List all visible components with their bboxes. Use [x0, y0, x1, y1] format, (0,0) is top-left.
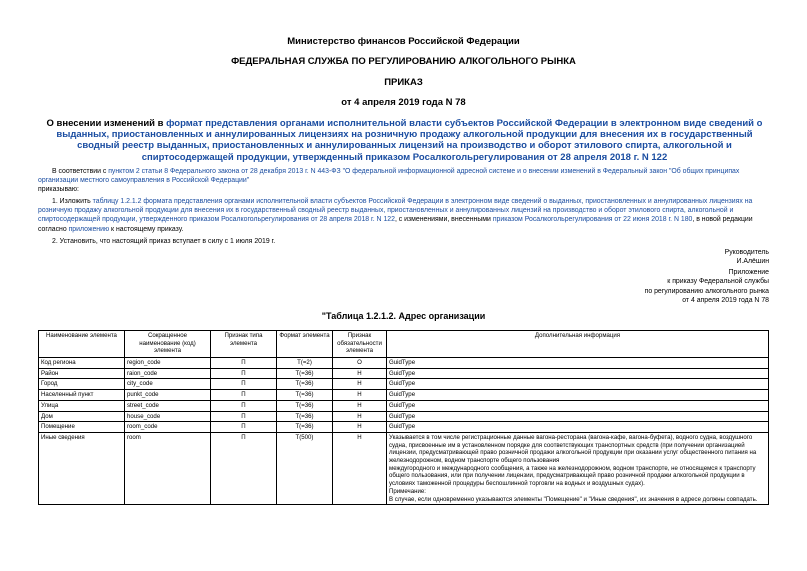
- cell-name: Помещение: [39, 422, 125, 433]
- cell-type: П: [211, 379, 277, 390]
- cell-type: П: [211, 400, 277, 411]
- cell-name: Дом: [39, 411, 125, 422]
- cell-type: П: [211, 432, 277, 504]
- order-180-link[interactable]: приказом Росалкогольрегулирования от 22 июня 2018 г. N 180: [492, 216, 693, 224]
- cell-format: T(=36): [277, 390, 333, 401]
- cell-info: GuidType: [387, 411, 769, 422]
- cell-type: П: [211, 411, 277, 422]
- info-note-text: В случае, если одновременно указываются элементы "Помещение" и "Иные сведения", их значения в адресе должны совпадать.: [389, 495, 758, 503]
- cell-required: H: [333, 432, 387, 504]
- appendix-block: [519, 268, 769, 305]
- cell-code: room: [125, 432, 211, 504]
- cell-format: T(=36): [277, 368, 333, 379]
- preamble-paragraph: [38, 167, 771, 185]
- item-2-paragraph: 2. Установить, что настоящий приказ вступает в силу с 1 июля 2019 г.: [52, 238, 276, 245]
- cell-required: H: [333, 379, 387, 390]
- cell-info: GuidType: [387, 358, 769, 369]
- cell-required: H: [333, 390, 387, 401]
- cell-name: Улица: [39, 400, 125, 411]
- table-title: "Таблица 1.2.1.2. Адрес организации: [321, 311, 486, 321]
- doc-type-heading: ПРИКАЗ: [384, 77, 423, 88]
- cell-info: GuidType: [387, 379, 769, 390]
- cell-format: T(=36): [277, 411, 333, 422]
- table-row: [39, 411, 769, 422]
- cell-name: Район: [39, 368, 125, 379]
- cell-code: street_code: [125, 400, 211, 411]
- cell-name: Код региона: [39, 358, 125, 369]
- cell-type: П: [211, 368, 277, 379]
- cell-type: П: [211, 422, 277, 433]
- table-row: [39, 390, 769, 401]
- item-1-paragraph: [38, 197, 771, 234]
- title-format-link[interactable]: формат представления органами исполнительной власти субъектов Российской Федерации в электронном виде сведений о выданных, приостановленных и аннулированных лицензиях на розничную продажу алкогольной продукции для внесения их в государственный сводный реестр выданных, приостановленных и аннулированных лицензий на производство и оборот этилового спирта, алкогольной и спиртосодержащей продукции, утвержденный приказом Росалкогольрегулирования от 28 апреля 2018 г. N 122: [56, 118, 763, 163]
- cell-type: П: [211, 390, 277, 401]
- cell-name: Населенный пункт: [39, 390, 125, 401]
- signature-block: [519, 248, 769, 267]
- cell-required: O: [333, 358, 387, 369]
- cell-format: T(=36): [277, 379, 333, 390]
- table-header-row: [39, 331, 769, 358]
- cell-code: room_code: [125, 422, 211, 433]
- federal-law-link[interactable]: пунктом 2 статьи 8 Федерального закона от 28 декабря 2013 г. N 443-ФЗ "О федеральной информационной адресной системе и о внесении изменений в Федеральный закон "Об общих принципах организации местного самоуправления в Российской Федерации": [38, 168, 740, 185]
- cell-name: Город: [39, 379, 125, 390]
- header-cell: Признак типа элемента: [211, 331, 277, 358]
- item-1-text-b: , с изменениями, внесенными: [394, 216, 493, 224]
- header-cell: Сокращенное наименование (код) элемента: [125, 331, 211, 358]
- table-1212-link[interactable]: таблицу 1.2.1.2 формата представления органами исполнительной власти субъектов Российской Федерации в электронном виде сведений о выданных, приостановленных и аннулированных лицензиях на розничную продажу алкогольной продукции для внесения их в государственный сводный реестр выданных, приостановленных и аннулированных лицензий на производство и оборот этилового спирта, алкогольной и спиртосодержащей продукции, утвержденного приказом Росалкогольрегулирования от 28 апреля 2018 г. N 122: [38, 198, 753, 224]
- signature-name: И.Алёшин: [736, 258, 769, 266]
- item-1-text-c: , в новой редакции согласно: [38, 216, 753, 233]
- cell-required: H: [333, 422, 387, 433]
- orders-line: приказываю:: [38, 186, 79, 194]
- signature-role: Руководитель: [724, 249, 769, 256]
- header-cell: Признак обязательности элемента: [333, 331, 387, 358]
- info-paragraph-1: Указывается в том числе регистрационные данные вагона-ресторана (вагона-кафе, вагона-буфета), водного судна, воздушного судна, присвоенные им в установленном порядке для соответствующих транспортных средств (при получении организацией лицензии, предусматривающей право розничной продажи алкогольной продукции при оказании услуг общественного питания на железнодорожном, водном транспорте общего пользования: [389, 433, 757, 465]
- preamble-text: В соответствии с: [52, 168, 109, 175]
- table-row: [39, 400, 769, 411]
- cell-code: punkt_code: [125, 390, 211, 401]
- cell-type: П: [211, 358, 277, 369]
- cell-format: T(=36): [277, 422, 333, 433]
- appendix-label: Приложение: [728, 269, 769, 276]
- cell-code: region_code: [125, 358, 211, 369]
- cell-info: [387, 432, 769, 504]
- cell-format: T(=2): [277, 358, 333, 369]
- cell-format: T(500): [277, 432, 333, 504]
- table-row-other-info: [39, 432, 769, 504]
- ministry-heading: Министерство финансов Российской Федерации: [287, 36, 520, 47]
- cell-required: H: [333, 368, 387, 379]
- document-title: [38, 118, 771, 163]
- item-1: [38, 197, 771, 234]
- table-row: [39, 368, 769, 379]
- cell-info: GuidType: [387, 422, 769, 433]
- cell-code: raion_code: [125, 368, 211, 379]
- address-table: [38, 330, 769, 505]
- appendix-line-3: от 4 апреля 2019 года N 78: [682, 296, 769, 304]
- cell-code: house_code: [125, 411, 211, 422]
- info-note-label: Примечание:: [389, 487, 426, 495]
- preamble: [38, 167, 771, 195]
- appendix-link[interactable]: приложению: [68, 225, 110, 233]
- cell-info: GuidType: [387, 400, 769, 411]
- item-1-text-d: к настоящему приказу.: [109, 225, 184, 233]
- info-paragraph-2: междугородного и международного сообщения, а также на железнодорожном, водном транспорте, не относящемся к транспорту общего пользования, или при получении лицензии, предусматривающей право розничной продажи алкогольной продукции в условиях таможенной процедуры беспошлинной торговли на водных и воздушных судах).: [389, 464, 756, 488]
- header-cell: Дополнительная информация: [387, 331, 769, 358]
- cell-info: GuidType: [387, 368, 769, 379]
- header-cell: Наименование элемента: [39, 331, 125, 358]
- cell-name: Иные сведения: [39, 432, 125, 504]
- table-row: [39, 379, 769, 390]
- appendix-line-2: по регулированию алкогольного рынка: [644, 287, 769, 295]
- cell-info: GuidType: [387, 390, 769, 401]
- cell-format: T(=36): [277, 400, 333, 411]
- appendix-line-1: к приказу Федеральной службы: [667, 278, 769, 286]
- table-row: [39, 358, 769, 369]
- table-row: [39, 422, 769, 433]
- service-heading: ФЕДЕРАЛЬНАЯ СЛУЖБА ПО РЕГУЛИРОВАНИЮ АЛКОГОЛЬНОГО РЫНКА: [231, 56, 576, 67]
- doc-date-number: от 4 апреля 2019 года N 78: [341, 97, 466, 108]
- cell-required: H: [333, 411, 387, 422]
- title-text: О внесении изменений в: [46, 118, 167, 129]
- header-cell: Формат элемента: [277, 331, 333, 358]
- item-2: [38, 237, 771, 246]
- cell-required: H: [333, 400, 387, 411]
- item-1-text-a: 1. Изложить: [52, 198, 93, 205]
- cell-code: city_code: [125, 379, 211, 390]
